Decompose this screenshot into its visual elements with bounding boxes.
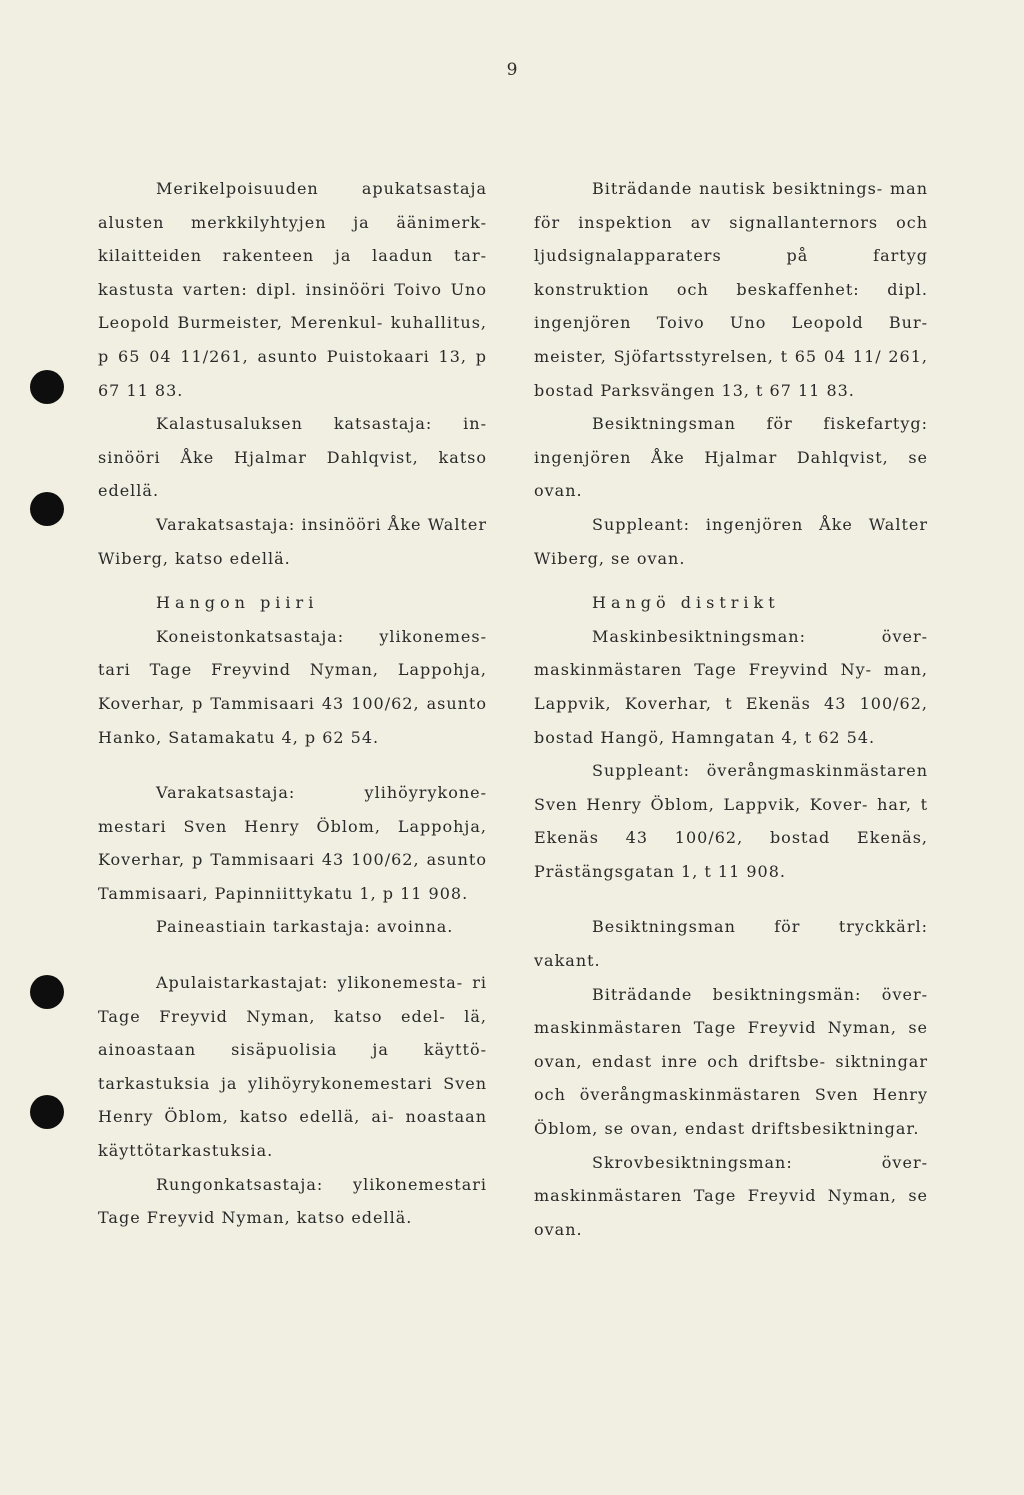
- paragraph-signal-inspector: Biträdande nautisk besiktnings- man för inspektion av signallanternors och ljudsignalapparaters på fartyg konstruktion och beskaffenhet: dipl. ingenjören Toivo Uno Leopold Bur- meister, Sjöfartsstyrelsen, t 65 04 11/ 261, bostad Parksvängen 13, t 67 11 83.: [534, 179, 928, 400]
- paragraph-machinery-inspector: Koneistonkatsastaja: ylikonemes- tari Tage Freyvind Nyman, Lappohja, Koverhar, p Tammisaari 43 100/62, asunto Hanko, Satamakatu 4, p 62 54.: [98, 626, 487, 747]
- page-number: 9: [506, 60, 518, 80]
- paragraph-fishing-vessel-inspector: Besiktningsman för fiskefartyg: ingenjören Åke Hjalmar Dahlqvist, se ovan.: [534, 414, 928, 501]
- punch-hole: [30, 1095, 64, 1129]
- swedish-column: [534, 172, 928, 1246]
- paragraph-deputy-inspector: Suppleant: ingenjören Åke Walter Wiberg, se ovan.: [534, 514, 928, 568]
- paragraph-deputy-inspector: Varakatsastaja: insinööri Åke Walter Wiberg, katso edellä.: [98, 514, 487, 568]
- paragraph-assistant-inspectors: Apulaistarkastajat: ylikonemesta- ri Tage Freyvid Nyman, katso edel- lä, ainoastaan sisäpuolisia ja käyttö- tarkastuksia ja ylihöyrykonemestari Sven Henry Öblom, katso edellä, ai- noastaan käyttötarkastuksia.: [98, 973, 487, 1161]
- paragraph-signal-inspector: Merikelpoisuuden apukatsastaja alusten merkkilyhtyjen ja äänimerk- kilaitteiden rakenteen ja laadun tar- kastusta varten: dipl. insinööri Toivo Uno Leopold Burmeister, Merenkul- kuhallitus, p 65 04 11/261, asunto Puistokaari 13, p 67 11 83.: [98, 179, 487, 400]
- paragraph-assistant-inspectors: Biträdande besiktningsmän: över- maskinmästaren Tage Freyvid Nyman, se ovan, endast inre och driftsbe- siktningar och överångmaskinmästaren Sven Henry Öblom, se ovan, endast driftsbesiktningar.: [534, 984, 928, 1139]
- punch-hole: [30, 975, 64, 1009]
- paragraph-pressure-vessel-inspector: Besiktningsman för tryckkärl: vakant.: [534, 917, 928, 971]
- paragraph-deputy-machinery-inspector: Varakatsastaja: ylihöyrykone- mestari Sven Henry Öblom, Lappohja, Koverhar, p Tammisaari 43 100/62, asunto Tammisaari, Papinniittykatu 1, p 11 908.: [98, 783, 487, 903]
- paragraph-deputy-machinery-inspector: Suppleant: överångmaskinmästaren Sven Henry Öblom, Lappvik, Kover- har, t Ekenäs 43 100/62, bostad Ekenäs, Prästängsgatan 1, t 11 908.: [534, 761, 928, 881]
- paragraph-fishing-vessel-inspector: Kalastusaluksen katsastaja: in- sinööri Åke Hjalmar Dahlqvist, katso edellä.: [98, 414, 487, 501]
- punch-hole: [30, 492, 64, 526]
- punch-hole: [30, 370, 64, 404]
- district-heading: Hangö distrikt: [592, 593, 780, 613]
- paragraph-pressure-vessel-inspector: Paineastiain tarkastaja: avoinna.: [156, 917, 454, 937]
- paragraph-hull-inspector: Skrovbesiktningsman: över- maskinmästaren Tage Freyvid Nyman, se ovan.: [534, 1152, 928, 1239]
- paragraph-hull-inspector: Rungonkatsastaja: ylikonemestari Tage Freyvid Nyman, katso edellä.: [98, 1174, 487, 1228]
- finnish-column: [98, 172, 487, 1235]
- paragraph-machinery-inspector: Maskinbesiktningsman: över- maskinmästaren Tage Freyvind Ny- man, Lappvik, Koverhar, t Ekenäs 43 100/62, bostad Hangö, Hamngatan 4, t 62 54.: [534, 626, 928, 747]
- district-heading: Hangon piiri: [156, 593, 319, 613]
